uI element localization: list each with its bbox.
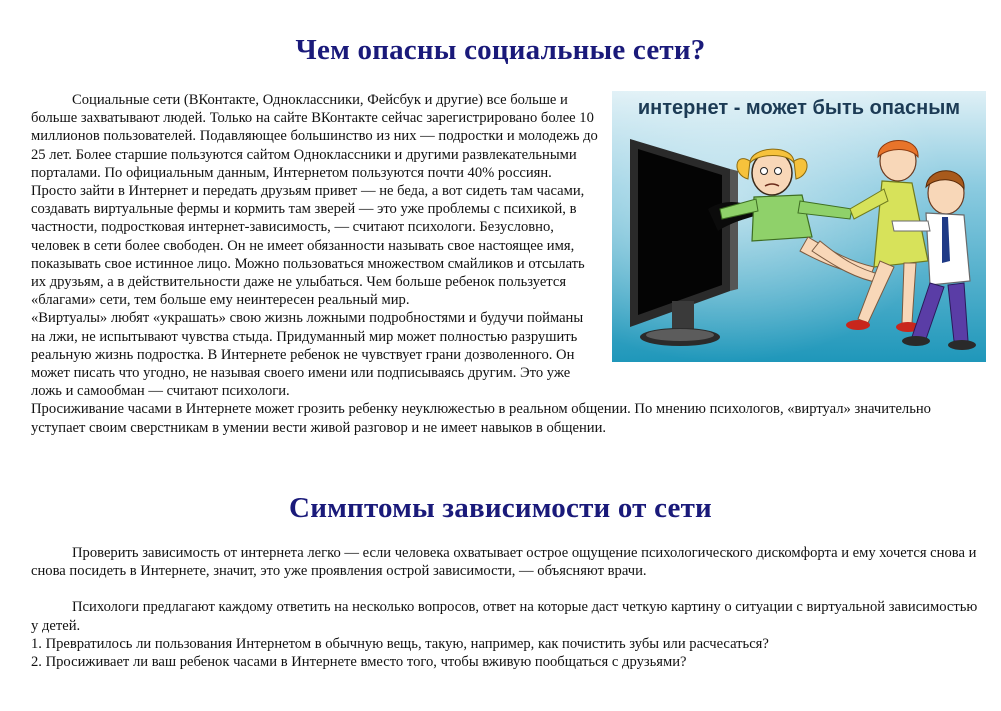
question-2: 2. Просиживает ли ваш ребенок часами в Интернете вместо того, чтобы вживую пообщаться с друзьями? bbox=[31, 654, 687, 671]
illustration-internet-danger bbox=[612, 91, 986, 362]
virtuals-paragraph: «Виртуалы» любят «украшать» свою жизнь ложными подробностями и будучи пойманы на лжи, не испытывают чувства стыда. Придуманный мир может полностью разрушить реальную жизнь подростка. В Интернете ребенок не чувствует грани дозволенного. Он может писать что угодно, не называя своего имени или подписываясь другим. Это уже ложь и самообман — считают психологи. bbox=[31, 310, 584, 400]
symptoms-paragraph: Проверить зависимость от интернета легко — если человека охватывает острое ощущение психологического дискомфорта и ему хочется снова и снова посидеть в Интернете, значит, это уже проявления острой зависимости, — объясняют врачи. bbox=[31, 545, 977, 580]
question-1: 1. Превратилось ли пользования Интернетом в обычную вещь, такую, например, как почистить зубы или расчесаться? bbox=[31, 635, 769, 652]
section-heading-symptoms: Симптомы зависимости от сети bbox=[289, 492, 712, 524]
communication-paragraph: Просиживание часами в Интернете может грозить ребенку неуклюжестью в реальном общении. По мнению психологов, «виртуал» значительно уступает своим сверстникам в умении вести живой разговор и не имеет навыков в общении. bbox=[31, 401, 931, 436]
section-symptoms bbox=[31, 544, 986, 671]
section-dangers bbox=[31, 91, 986, 437]
illustration-svg bbox=[612, 91, 986, 362]
page-title: Чем опасны социальные сети? bbox=[295, 34, 706, 66]
illustration-caption: интернет - может быть опасным bbox=[637, 97, 961, 119]
dangers-paragraph: Социальные сети (ВКонтакте, Одноклассники, Фейсбук и другие) все больше и больше захватывают людей. Только на сайте ВКонтакте сейчас зарегистрировано более 10 миллионов пользователей. Подавляющее большинство из них — подростки и молодежь до 25 лет. Более старшие пользуются сайтом Одноклассники и другими развлекательными порталами. По официальным данным, Интернетом пользуются почти 40% россиян. Просто зайти в Интернет и передать друзьям привет — не беда, а вот сидеть там часами, создавать виртуальные фермы и кормить там зверей — это уже проблемы с психикой, в частности, подростковая интернет-зависимость, — считают психологи. Безусловно, человек в сети более свободен. Он не имеет обязанности называть свое настоящее имя, показывать свое истинное лицо. Можно пользоваться множеством смайликов и отсылать их друзьям, а в действительности даже не улыбаться. Чем больше ребенок пользуется «благами» сети, тем больше ему неинтересен реальный мир. bbox=[31, 92, 598, 309]
questions-intro-paragraph: Психологи предлагают каждому ответить на несколько вопросов, ответ на которые даст четкую картину о ситуации с виртуальной зависимостью у детей. bbox=[31, 599, 978, 634]
